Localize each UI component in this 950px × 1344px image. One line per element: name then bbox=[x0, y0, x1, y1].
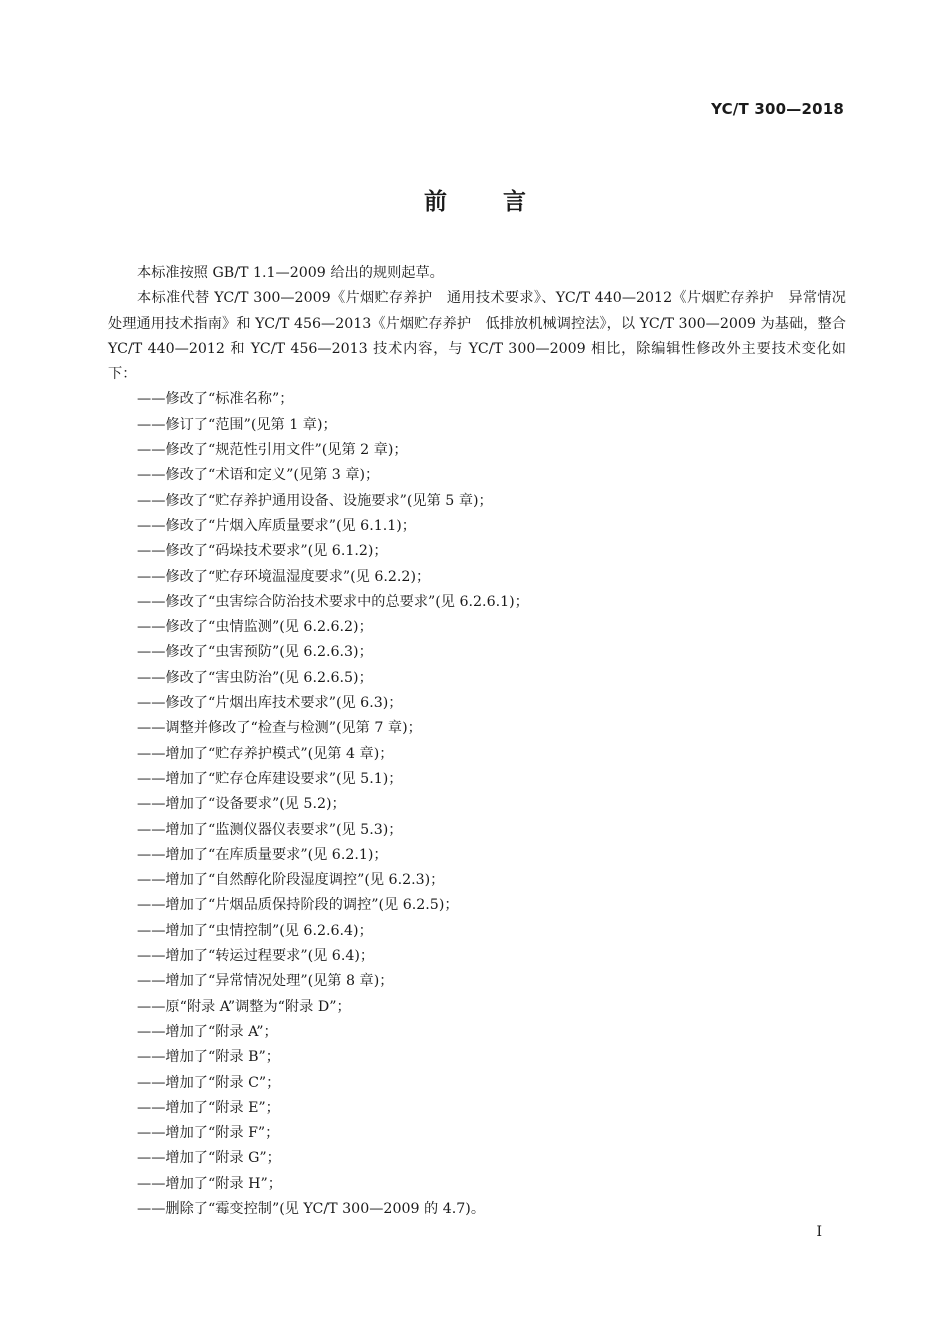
page-title: 前言 bbox=[424, 189, 582, 215]
list-item: ——增加了“附录 A”； bbox=[137, 1023, 278, 1040]
list-item: ——修改了“虫害综合防治技术要求中的总要求”(见 6.2.6.1)； bbox=[137, 593, 529, 610]
list-item: ——增加了“片烟品质保持阶段的调控”(见 6.2.5)； bbox=[137, 897, 459, 914]
list-item: ——增加了“附录 C”； bbox=[137, 1074, 281, 1091]
list-item: ——原“附录 A”调整为“附录 D”； bbox=[137, 998, 351, 1015]
list-item: ——增加了“附录 H”； bbox=[137, 1175, 282, 1192]
list-item: ——修改了“贮存养护通用设备、设施要求”(见第 5 章)； bbox=[137, 492, 493, 509]
list-item: ——调整并修改了“检查与检测”(见第 7 章)； bbox=[137, 720, 422, 737]
list-item: ——修订了“范围”(见第 1 章)； bbox=[137, 416, 337, 433]
list-item: ——增加了“监测仪器仪表要求”(见 5.3)； bbox=[137, 821, 403, 838]
list-item: ——修改了“术语和定义”(见第 3 章)； bbox=[137, 467, 380, 484]
list-item: ——修改了“标准名称”； bbox=[137, 391, 294, 408]
list-item: ——增加了“虫情控制”(见 6.2.6.4)； bbox=[137, 922, 373, 939]
changes-list bbox=[108, 387, 846, 1222]
list-item: ——增加了“附录 G”； bbox=[137, 1150, 281, 1167]
list-item: ——删除了“霉变控制”(见 YC/T 300—2009 的 4.7)。 bbox=[137, 1200, 486, 1217]
page-number: I bbox=[816, 1224, 822, 1240]
list-item: ——修改了“虫情监测”(见 6.2.6.2)； bbox=[137, 619, 373, 636]
list-item: ——修改了“片烟出库技术要求”(见 6.3)； bbox=[137, 695, 403, 712]
paragraph-drafting-rules: 本标准按照 GB/T 1.1—2009 给出的规则起草。 bbox=[137, 265, 444, 281]
list-item: ——修改了“贮存环境温湿度要求”(见 6.2.2)； bbox=[137, 568, 431, 585]
list-item: ——增加了“附录 B”； bbox=[137, 1049, 280, 1066]
list-item: ——修改了“害虫防治”(见 6.2.6.5)； bbox=[137, 669, 373, 686]
list-item: ——修改了“片烟入库质量要求”(见 6.1.1)； bbox=[137, 517, 416, 534]
paragraph-replacement-info: 本标准代替 YC/T 300—2009《片烟贮存养护 通用技术要求》、YC/T 440—2012《片烟贮存养护 异常情况处理通用技术指南》和 YC/T 456—2013《片烟贮存养护 低排放机械调控法》，以 YC/T 300—2009 为基础，整合 YC/T 440—2012 和 YC/T 456—2013 技术内容，与 YC/T 300—2009 相比，除编辑性修改外主要技术变化如下： bbox=[108, 290, 846, 383]
standard-code: YC/T 300—2018 bbox=[711, 100, 844, 118]
list-item: ——修改了“码垛技术要求”(见 6.1.2)； bbox=[137, 543, 388, 560]
list-item: ——修改了“规范性引用文件”(见第 2 章)； bbox=[137, 442, 408, 459]
list-item: ——修改了“虫害预防”(见 6.2.6.3)； bbox=[137, 644, 373, 661]
list-item: ——增加了“附录 E”； bbox=[137, 1099, 280, 1116]
list-item: ——增加了“转运过程要求”(见 6.4)； bbox=[137, 948, 375, 965]
foreword-body bbox=[108, 261, 846, 1222]
list-item: ——增加了“贮存仓库建设要求”(见 5.1)； bbox=[137, 770, 403, 787]
list-item: ——增加了“异常情况处理”(见第 8 章)； bbox=[137, 973, 394, 990]
list-item: ——增加了“附录 F”； bbox=[137, 1125, 280, 1142]
list-item: ——增加了“设备要求”(见 5.2)； bbox=[137, 796, 346, 813]
list-item: ——增加了“贮存养护模式”(见第 4 章)； bbox=[137, 745, 394, 762]
list-item: ——增加了“在库质量要求”(见 6.2.1)； bbox=[137, 846, 388, 863]
list-item: ——增加了“自然醇化阶段湿度调控”(见 6.2.3)； bbox=[137, 872, 445, 889]
